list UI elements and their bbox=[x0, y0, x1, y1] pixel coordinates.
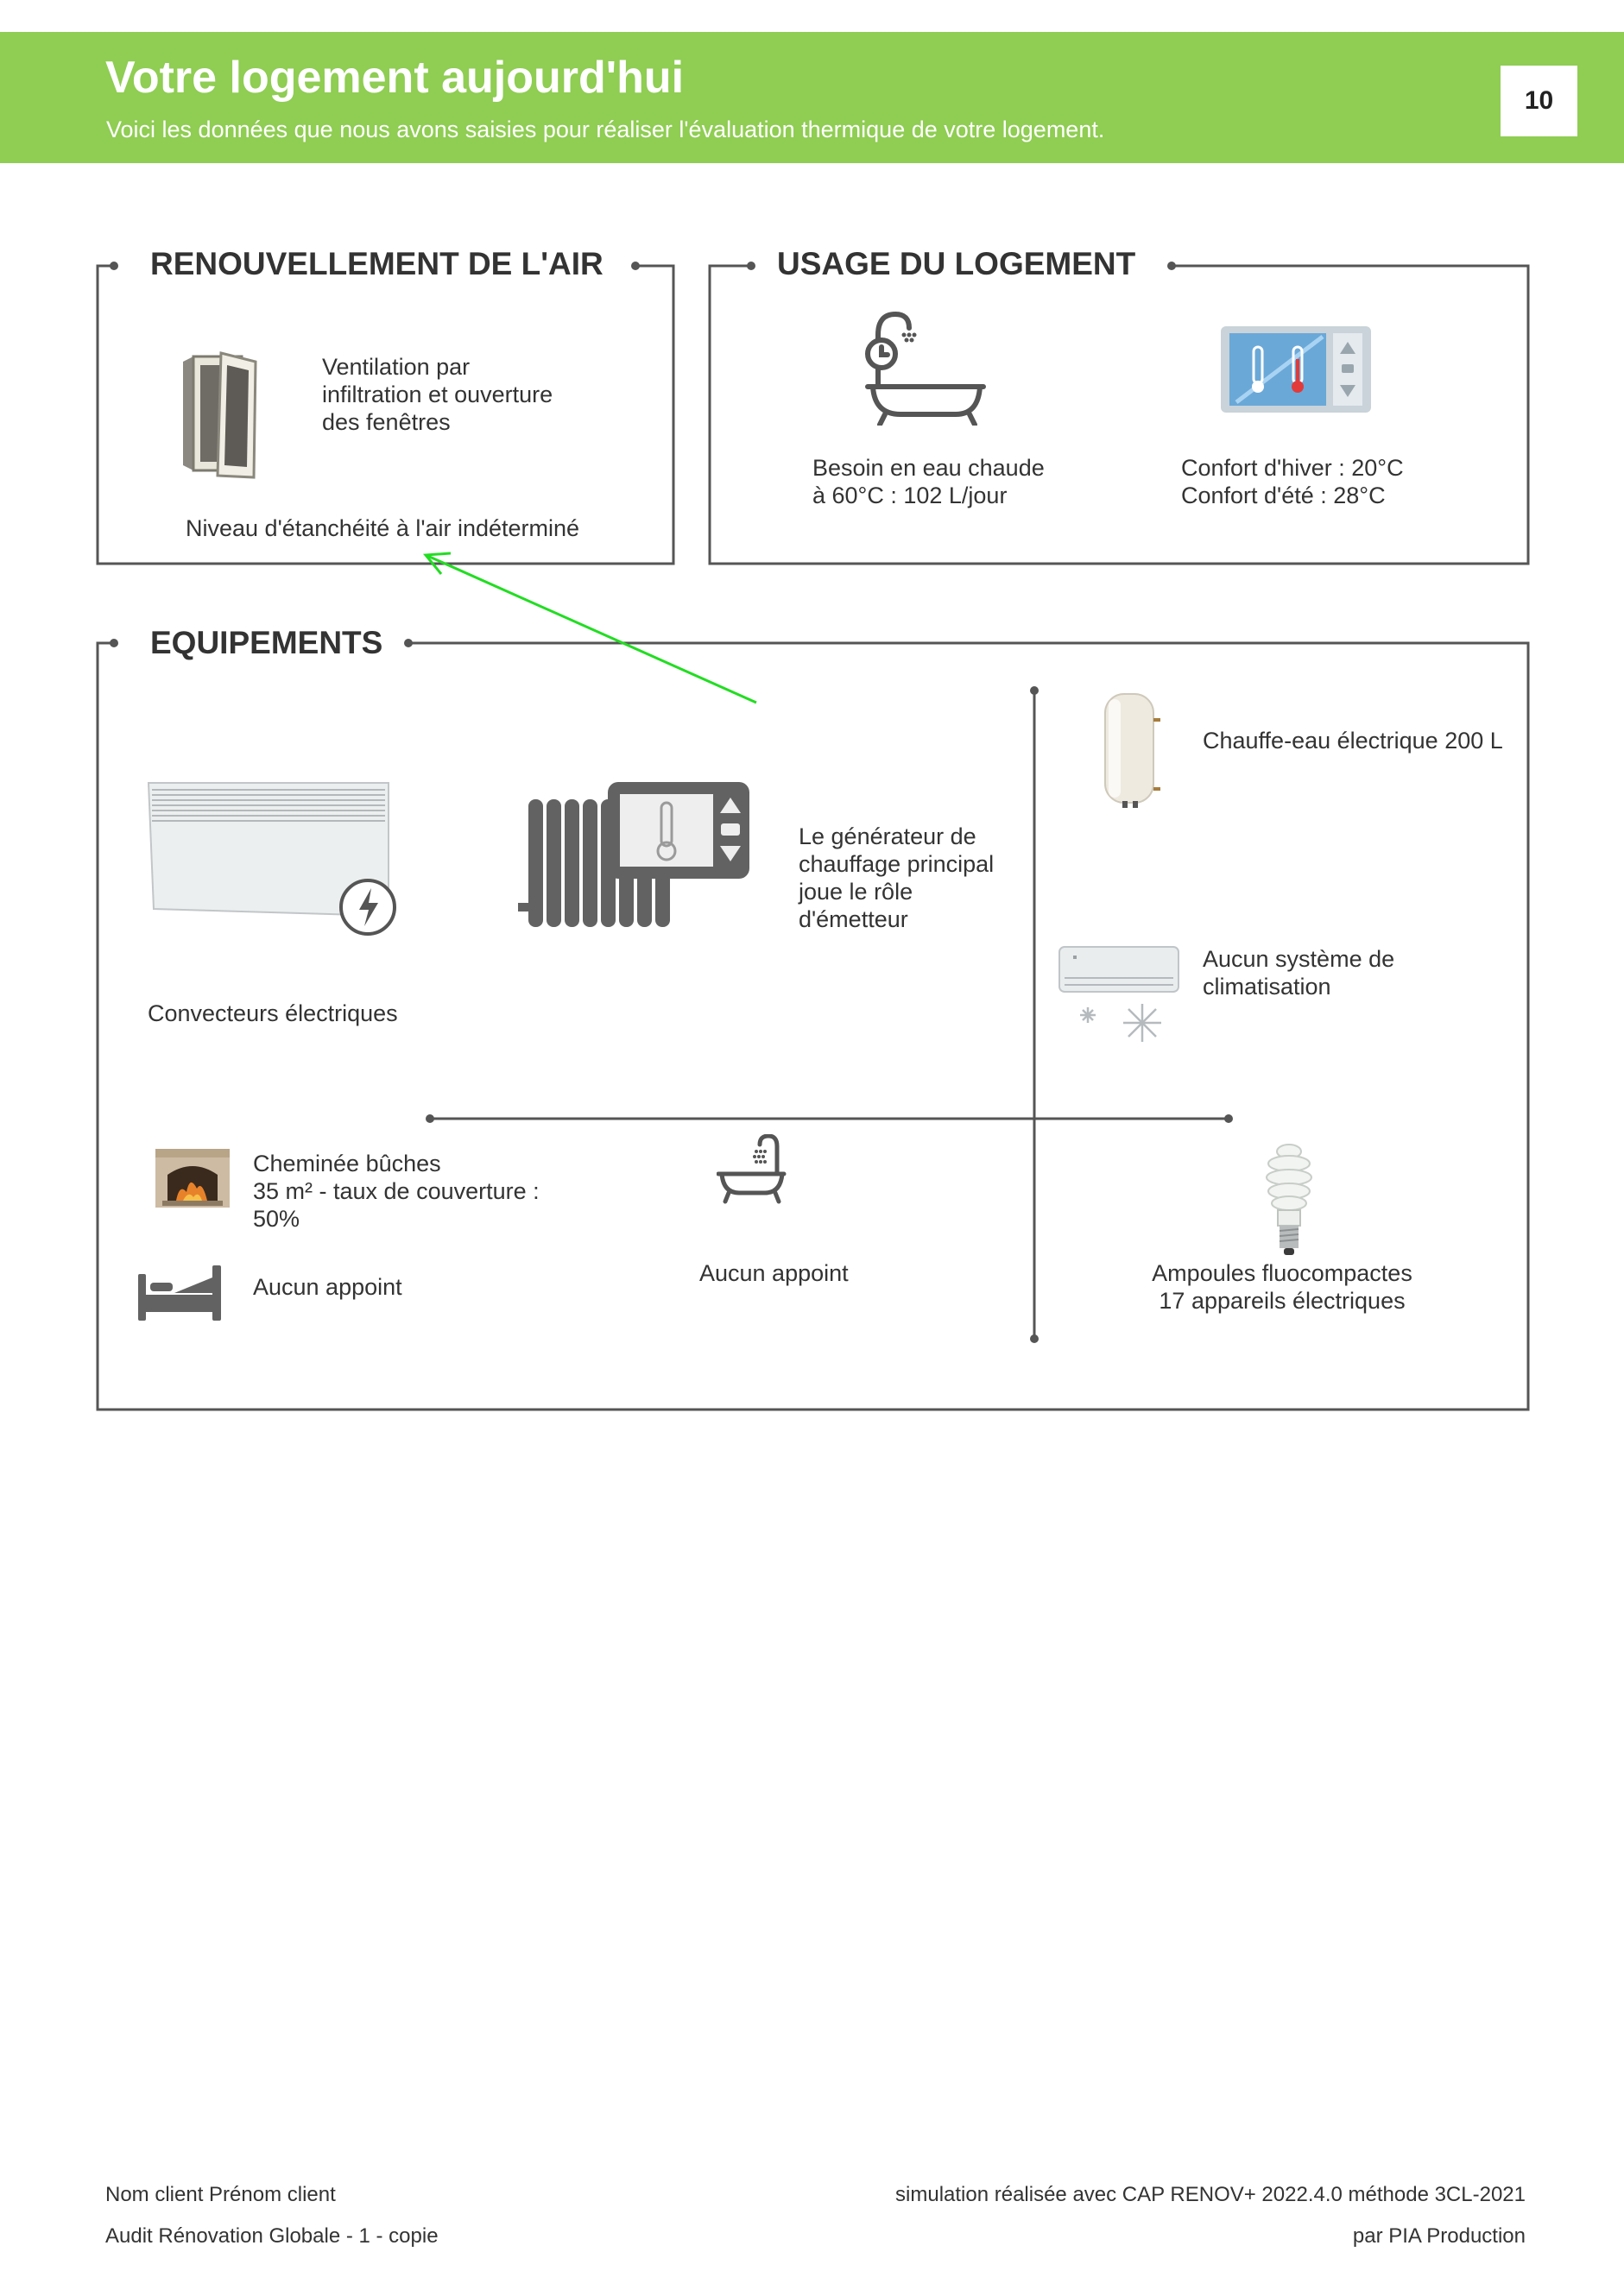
air-section-title: RENOUVELLEMENT DE L'AIR bbox=[145, 246, 609, 282]
footer-client: Nom client Prénom client bbox=[105, 2183, 336, 2206]
bathtub-clock-icon bbox=[859, 309, 989, 426]
convector-icon bbox=[145, 779, 400, 937]
page-number: 10 bbox=[1501, 66, 1577, 136]
fireplace-icon bbox=[155, 1149, 230, 1208]
footer-audit: Audit Rénovation Globale - 1 - copie bbox=[105, 2224, 439, 2248]
appoint-chauffage-text: Aucun appoint bbox=[253, 1274, 402, 1300]
page-title: Votre logement aujourd'hui bbox=[105, 53, 685, 103]
usage-section-title: USAGE DU LOGEMENT bbox=[772, 246, 1141, 282]
generateur-text: Le générateur de chauffage principal joue le rôle d'émetteur bbox=[799, 823, 995, 932]
footer-production: par PIA Production bbox=[1352, 2224, 1526, 2248]
cfl-bulb-icon bbox=[1261, 1143, 1318, 1257]
climatisation-text: Aucun système de climatisation bbox=[1203, 946, 1395, 1000]
bathtub-icon bbox=[717, 1134, 787, 1205]
cheminee-text: Cheminée bûches 35 m² - taux de couverture : 50% bbox=[253, 1151, 540, 1232]
ventilation-text: Ventilation par infiltration et ouverture des fenêtres bbox=[322, 354, 553, 435]
water-heater-icon bbox=[1098, 691, 1166, 810]
convecteurs-text: Convecteurs électriques bbox=[148, 1000, 398, 1026]
air-conditioner-icon bbox=[1058, 943, 1180, 1045]
footer-simulation: simulation réalisée avec CAP RENOV+ 2022.4.0 méthode 3CL-2021 bbox=[895, 2183, 1526, 2206]
equipements-section-title: EQUIPEMENTS bbox=[145, 625, 388, 661]
thermostat-icon bbox=[1219, 325, 1373, 414]
annotation-arrow bbox=[426, 553, 756, 703]
appoint-ecs-text: Aucun appoint bbox=[699, 1260, 849, 1286]
eclairage-text: Ampoules fluocompactes 17 appareils électriques bbox=[1152, 1260, 1412, 1314]
bed-icon bbox=[138, 1265, 221, 1321]
confort-text: Confort d'hiver : 20°C Confort d'été : 28°C bbox=[1181, 455, 1404, 508]
etancheite-text: Niveau d'étanchéité à l'air indéterminé bbox=[186, 515, 580, 541]
eau-chaude-text: Besoin en eau chaude à 60°C : 102 L/jour bbox=[812, 455, 1045, 508]
page-subtitle: Voici les données que nous avons saisies pour réaliser l'évaluation thermique de votre logement. bbox=[106, 117, 1105, 142]
usage-frame bbox=[710, 266, 1528, 564]
radiator-thermostat-icon bbox=[518, 782, 749, 927]
window-icon bbox=[180, 350, 259, 481]
chauffe-eau-text: Chauffe-eau électrique 200 L bbox=[1203, 728, 1503, 754]
